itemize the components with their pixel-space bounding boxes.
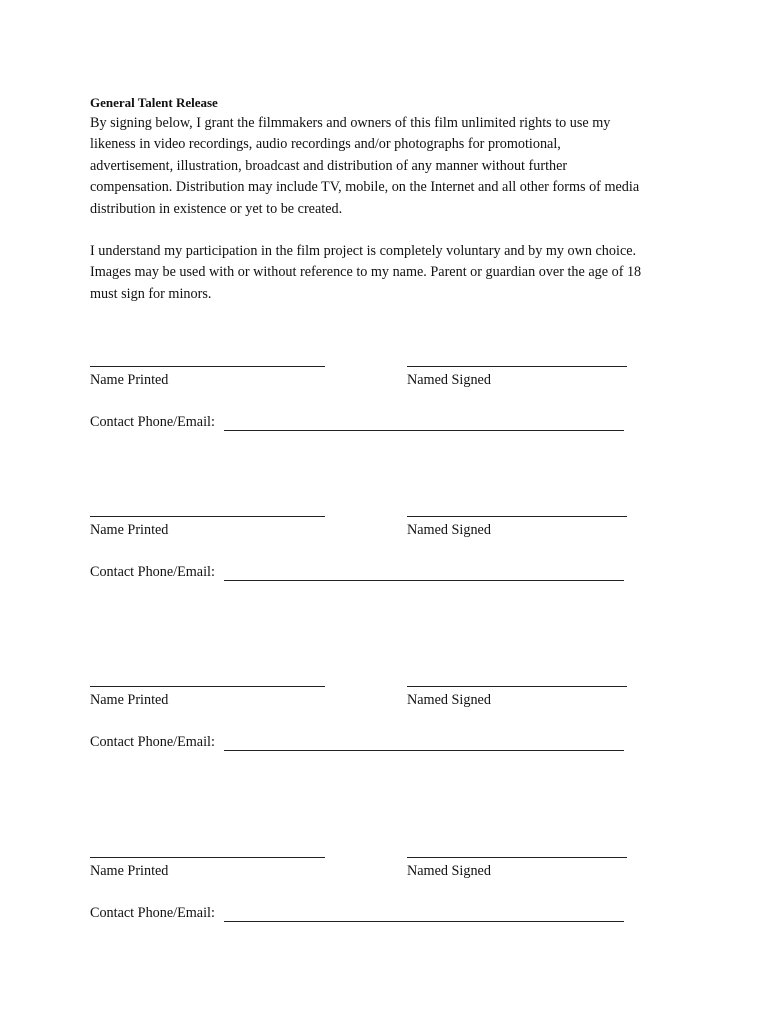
paragraph-line: I understand my participation in the film project is completely voluntary and by my own choice. [90, 243, 637, 259]
contact-field[interactable] [224, 430, 624, 431]
name-signed-field[interactable] [407, 686, 627, 687]
name-signed-label: Named Signed [407, 863, 491, 879]
document-title: General Talent Release [90, 95, 218, 110]
paragraph-line: must sign for minors. [90, 285, 212, 302]
signature-block [0, 516, 770, 606]
contact-field[interactable] [224, 580, 624, 581]
paragraph-line: advertisement, illustration, broadcast and distribution of any manner without further [90, 157, 568, 174]
signature-block [0, 686, 770, 776]
paragraph-line: By signing below, I grant the filmmakers and owners of this film unlimited rights to use my [90, 115, 611, 131]
name-printed-field[interactable] [90, 686, 325, 687]
name-printed-field[interactable] [90, 516, 325, 517]
name-printed-field[interactable] [90, 857, 325, 858]
signature-block [0, 366, 770, 456]
release-terms-paragraph [90, 113, 690, 220]
paragraph-line: likeness in video recordings, audio recordings and/or photographs for promotional, [90, 136, 561, 153]
contact-row [90, 904, 630, 924]
contact-label: Contact Phone/Email: [90, 564, 215, 580]
contact-label: Contact Phone/Email: [90, 414, 215, 430]
participation-paragraph [90, 241, 690, 305]
name-signed-label: Named Signed [407, 522, 491, 538]
name-signed-field[interactable] [407, 857, 627, 858]
paragraph-line: compensation. Distribution may include TV, mobile, on the Internet and all other forms of media [90, 179, 640, 196]
contact-label: Contact Phone/Email: [90, 734, 215, 750]
contact-label: Contact Phone/Email: [90, 905, 215, 921]
contact-row [90, 733, 630, 753]
name-printed-field[interactable] [90, 366, 325, 367]
contact-field[interactable] [224, 750, 624, 751]
name-signed-field[interactable] [407, 516, 627, 517]
name-signed-label: Named Signed [407, 692, 491, 708]
signature-block [0, 857, 770, 947]
contact-row [90, 563, 630, 583]
name-printed-label: Name Printed [90, 372, 169, 388]
paragraph-line: Images may be used with or without reference to my name. Parent or guardian over the age of 18 [90, 264, 642, 281]
name-printed-label: Name Printed [90, 522, 169, 538]
paragraph-line: distribution in existence or yet to be created. [90, 200, 343, 217]
name-signed-field[interactable] [407, 366, 627, 367]
name-printed-label: Name Printed [90, 863, 169, 879]
name-signed-label: Named Signed [407, 372, 491, 388]
contact-row [90, 413, 630, 433]
name-printed-label: Name Printed [90, 692, 169, 708]
contact-field[interactable] [224, 921, 624, 922]
